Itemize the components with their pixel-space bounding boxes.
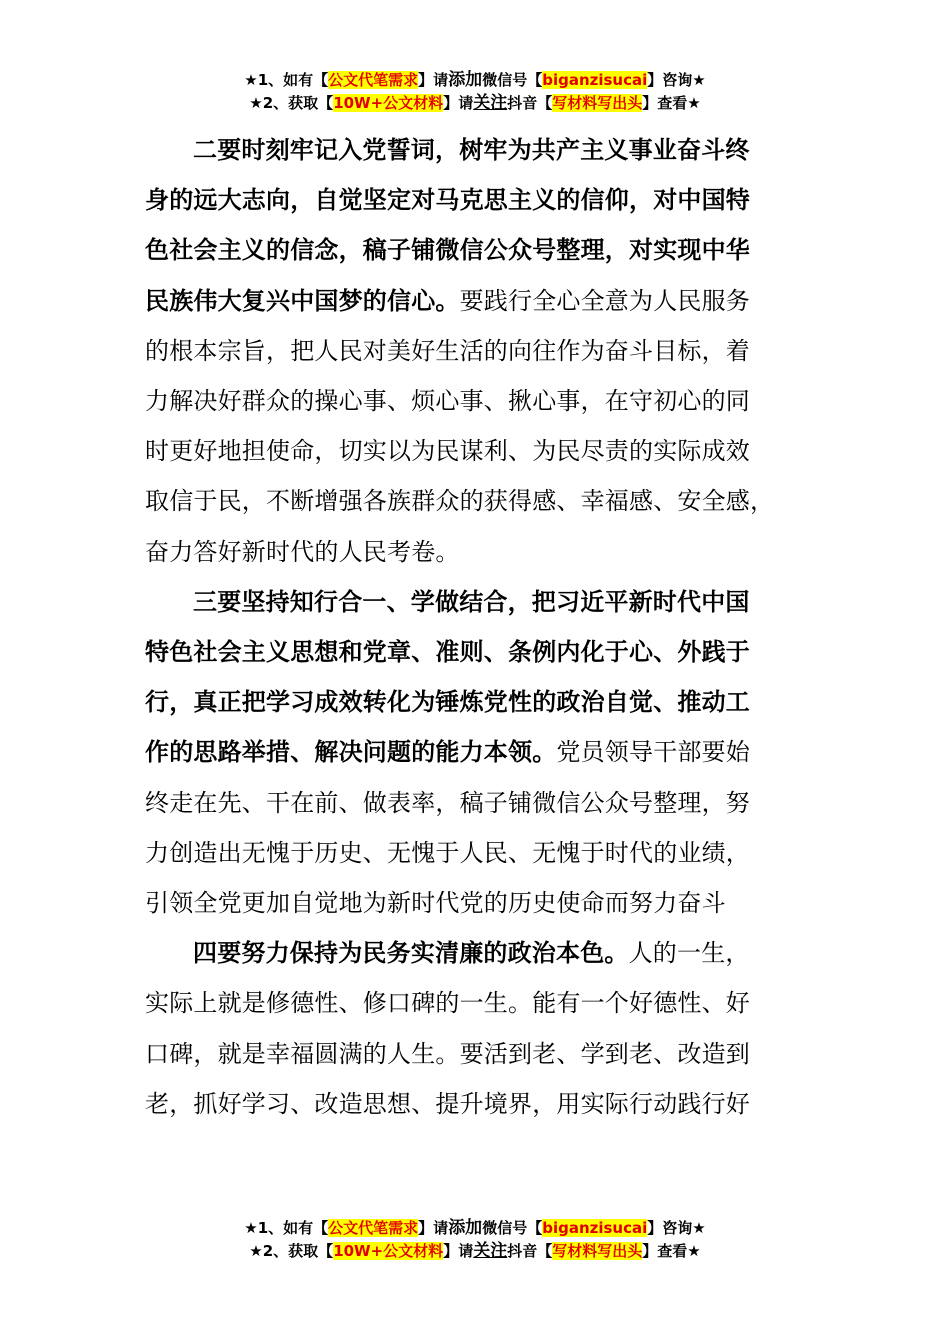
- paragraph-text: 的根本宗旨，把人民对美好生活的向往作为奋斗目标，着: [145, 336, 750, 365]
- banner-text: 】请: [418, 1219, 449, 1237]
- top-banner: [0, 69, 950, 115]
- paragraph-text: 人的一生，: [628, 939, 750, 968]
- paragraph-lead-text: 特色社会主义思想和党章、准则、条例内化于心、外践于: [145, 638, 750, 667]
- banner-text: ★2、获取【: [249, 1242, 334, 1260]
- paragraph-text: 时更好地担使命，切实以为民谋利、为民尽责的实际成效: [145, 437, 750, 466]
- banner-emphasis: 添加: [448, 70, 483, 90]
- paragraph-text: 力创造出无愧于历史、无愧于人民、无愧于时代的业绩，: [145, 838, 750, 867]
- banner-text: 】咨询★: [647, 1219, 706, 1237]
- paragraph-lead-text: 三要坚持知行合一、学做结合，把习近平新时代中国: [193, 587, 750, 616]
- banner-douyin-id: 写材料写出头: [552, 1242, 643, 1260]
- banner-text: 】咨询★: [647, 71, 706, 89]
- banner-line-2: [0, 92, 950, 115]
- paragraph-lead-text: 身的远大志向，自觉坚定对马克思主义的信仰，对中国特: [145, 186, 750, 215]
- paragraph-lead-text: 民族伟大复兴中国梦的信心。: [145, 286, 460, 315]
- banner-highlight: 公文代笔需求: [328, 71, 419, 89]
- paragraph-3: [145, 577, 810, 928]
- banner-emphasis: 添加: [448, 1218, 483, 1238]
- paragraph-text: 要践行全心全意为人民服务: [459, 286, 751, 315]
- paragraph-text: 老，抓好学习、改造思想、提升境界，用实际行动践行好: [145, 1089, 750, 1118]
- banner-text: ★2、获取【: [249, 94, 334, 112]
- banner-text: 微信号【: [482, 1219, 543, 1237]
- paragraph-text: 实际上就是修德性、修口碑的一生。能有一个好德性、好: [145, 989, 750, 1018]
- document-body: [145, 125, 810, 1129]
- banner-text: 】请: [443, 94, 474, 112]
- paragraph-lead-text: 色社会主义的信念，稿子铺微信公众号整理，对实现中华: [145, 236, 750, 265]
- banner-douyin-id: 写材料写出头: [552, 94, 643, 112]
- paragraph-lead-text: 作的思路举措、解决问题的能力本领。: [145, 738, 557, 767]
- paragraph-text: 奋力答好新时代的人民考卷。: [145, 537, 460, 566]
- banner-emphasis: 关注: [473, 93, 508, 113]
- banner-text: ★1、如有【: [244, 1219, 329, 1237]
- banner-highlight: 10W+公文材料: [333, 94, 444, 112]
- paragraph-text: 党员领导干部要始: [556, 738, 751, 767]
- paragraph-lead-text: 四要努力保持为民务实清廉的政治本色。: [193, 939, 629, 968]
- banner-text: 】查看★: [642, 94, 701, 112]
- paragraph-2: [145, 125, 810, 577]
- banner-text: 抖音【: [507, 94, 553, 112]
- banner-text: 】请: [418, 71, 449, 89]
- banner-emphasis: 关注: [473, 1241, 508, 1261]
- banner-wechat-id: biganzisucai: [542, 1219, 648, 1237]
- banner-highlight: 公文代笔需求: [328, 1219, 419, 1237]
- banner-line-1: [0, 1217, 950, 1240]
- bottom-banner: [0, 1217, 950, 1263]
- banner-text: 】查看★: [642, 1242, 701, 1260]
- banner-highlight: 10W+公文材料: [333, 1242, 444, 1260]
- banner-text: 抖音【: [507, 1242, 553, 1260]
- banner-text: ★1、如有【: [244, 71, 329, 89]
- banner-text: 微信号【: [482, 71, 543, 89]
- banner-text: 】请: [443, 1242, 474, 1260]
- paragraph-lead-text: 行，真正把学习成效转化为锤炼党性的政治自觉、推动工: [145, 688, 750, 717]
- paragraph-4: [145, 928, 810, 1129]
- paragraph-text: 引领全党更加自觉地为新时代党的历史使命而努力奋斗: [145, 889, 726, 918]
- paragraph-lead-text: 二要时刻牢记入党誓词，树牢为共产主义事业奋斗终: [193, 136, 750, 164]
- paragraph-text: 取信于民，不断增强各族群众的获得感、幸福感、安全感，: [145, 487, 775, 516]
- paragraph-text: 力解决好群众的操心事、烦心事、揪心事，在守初心的同: [145, 387, 750, 416]
- banner-line-1: [0, 69, 950, 92]
- banner-line-2: [0, 1240, 950, 1263]
- paragraph-text: 终走在先、干在前、做表率，稿子铺微信公众号整理，努: [145, 788, 750, 817]
- banner-wechat-id: biganzisucai: [542, 71, 648, 89]
- paragraph-text: 口碑，就是幸福圆满的人生。要活到老、学到老、改造到: [145, 1039, 750, 1068]
